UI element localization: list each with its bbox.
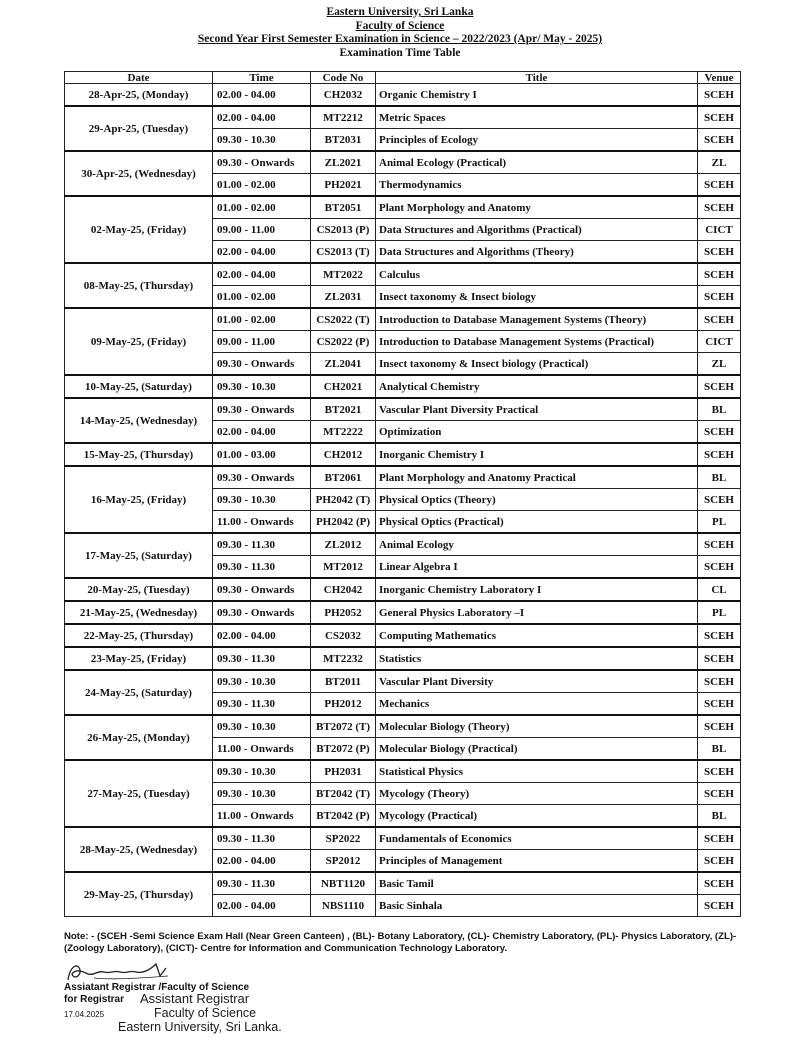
venue-cell: SCEH bbox=[698, 129, 741, 152]
title-cell: Data Structures and Algorithms (Theory) bbox=[376, 241, 698, 264]
table-row bbox=[65, 715, 741, 738]
date-cell: 28-May-25, (Wednesday) bbox=[65, 827, 213, 872]
time-cell: 09.30 - Onwards bbox=[213, 601, 311, 624]
timetable-subtitle: Examination Time Table bbox=[339, 46, 461, 59]
title-cell: Basic Tamil bbox=[376, 872, 698, 895]
time-cell: 02.00 - 04.00 bbox=[213, 850, 311, 873]
time-cell: 01.00 - 02.00 bbox=[213, 286, 311, 309]
code-cell: BT2021 bbox=[311, 398, 376, 421]
code-cell: PH2021 bbox=[311, 174, 376, 197]
timetable-body bbox=[65, 84, 741, 917]
time-cell: 11.00 - Onwards bbox=[213, 511, 311, 534]
date-cell: 16-May-25, (Friday) bbox=[65, 466, 213, 533]
date-cell: 08-May-25, (Thursday) bbox=[65, 263, 213, 308]
official-stamp bbox=[118, 992, 282, 1034]
time-cell: 02.00 - 04.00 bbox=[213, 263, 311, 286]
table-row bbox=[65, 872, 741, 895]
column-header-date: Date bbox=[65, 72, 213, 84]
venue-cell: SCEH bbox=[698, 443, 741, 466]
table-row bbox=[65, 196, 741, 219]
time-cell: 09.30 - 10.30 bbox=[213, 760, 311, 783]
date-cell: 21-May-25, (Wednesday) bbox=[65, 601, 213, 624]
title-cell: Computing Mathematics bbox=[376, 624, 698, 647]
venue-cell: SCEH bbox=[698, 624, 741, 647]
venue-cell: SCEH bbox=[698, 196, 741, 219]
venue-cell: SCEH bbox=[698, 489, 741, 511]
code-cell: MT2232 bbox=[311, 647, 376, 670]
date-cell: 02-May-25, (Friday) bbox=[65, 196, 213, 263]
venue-cell: BL bbox=[698, 466, 741, 489]
table-row bbox=[65, 647, 741, 670]
title-cell: Inorganic Chemistry I bbox=[376, 443, 698, 466]
date-cell: 29-Apr-25, (Tuesday) bbox=[65, 106, 213, 151]
venue-cell: SCEH bbox=[698, 556, 741, 579]
venue-cell: SCEH bbox=[698, 783, 741, 805]
date-cell: 22-May-25, (Thursday) bbox=[65, 624, 213, 647]
code-cell: BT2061 bbox=[311, 466, 376, 489]
time-cell: 01.00 - 03.00 bbox=[213, 443, 311, 466]
exam-title: Second Year First Semester Examination in Science – 2022/2023 (Apr/ May - 2025) bbox=[197, 33, 603, 45]
code-cell: PH2042 (P) bbox=[311, 511, 376, 534]
table-row bbox=[65, 827, 741, 850]
venue-cell: SCEH bbox=[698, 308, 741, 331]
code-cell: PH2042 (T) bbox=[311, 489, 376, 511]
title-cell: Thermodynamics bbox=[376, 174, 698, 197]
signer-title: Assiatant Registrar /Faculty of Science bbox=[64, 982, 250, 993]
venue-cell: SCEH bbox=[698, 693, 741, 716]
signer-role: for Registrar bbox=[64, 994, 125, 1005]
title-cell: Plant Morphology and Anatomy Practical bbox=[376, 466, 698, 489]
table-row bbox=[65, 624, 741, 647]
title-cell: Introduction to Database Management Systems (Theory) bbox=[376, 308, 698, 331]
title-cell: Physical Optics (Theory) bbox=[376, 489, 698, 511]
code-cell: CH2012 bbox=[311, 443, 376, 466]
signature bbox=[64, 958, 174, 984]
time-cell: 09.30 - Onwards bbox=[213, 466, 311, 489]
time-cell: 02.00 - 04.00 bbox=[213, 84, 311, 107]
code-cell: ZL2041 bbox=[311, 353, 376, 376]
title-cell: Introduction to Database Management Systems (Practical) bbox=[376, 331, 698, 353]
table-header-row bbox=[65, 72, 741, 84]
venue-cell: SCEH bbox=[698, 827, 741, 850]
time-cell: 09.30 - 11.30 bbox=[213, 647, 311, 670]
title-cell: Physical Optics (Practical) bbox=[376, 511, 698, 534]
title-cell: Basic Sinhala bbox=[376, 895, 698, 917]
title-cell: General Physics Laboratory –I bbox=[376, 601, 698, 624]
document-header bbox=[0, 6, 800, 60]
time-cell: 09.30 - 10.30 bbox=[213, 129, 311, 152]
time-cell: 02.00 - 04.00 bbox=[213, 106, 311, 129]
code-cell: SP2022 bbox=[311, 827, 376, 850]
code-cell: CS2013 (P) bbox=[311, 219, 376, 241]
time-cell: 02.00 - 04.00 bbox=[213, 241, 311, 264]
time-cell: 01.00 - 02.00 bbox=[213, 196, 311, 219]
stamp-line-1: Assistant Registrar bbox=[140, 991, 250, 1006]
time-cell: 09.30 - 11.30 bbox=[213, 533, 311, 556]
code-cell: PH2012 bbox=[311, 693, 376, 716]
column-header-title: Title bbox=[376, 72, 698, 84]
code-cell: CS2022 (T) bbox=[311, 308, 376, 331]
time-cell: 09.30 - Onwards bbox=[213, 398, 311, 421]
title-cell: Optimization bbox=[376, 421, 698, 444]
title-cell: Statistical Physics bbox=[376, 760, 698, 783]
date-cell: 27-May-25, (Tuesday) bbox=[65, 760, 213, 827]
time-cell: 02.00 - 04.00 bbox=[213, 624, 311, 647]
venue-cell: SCEH bbox=[698, 715, 741, 738]
title-cell: Inorganic Chemistry Laboratory I bbox=[376, 578, 698, 601]
venue-cell: SCEH bbox=[698, 375, 741, 398]
column-header-code: Code No bbox=[311, 72, 376, 84]
code-cell: BT2011 bbox=[311, 670, 376, 693]
title-cell: Vascular Plant Diversity bbox=[376, 670, 698, 693]
code-cell: ZL2021 bbox=[311, 151, 376, 174]
code-cell: CS2022 (P) bbox=[311, 331, 376, 353]
table-row bbox=[65, 84, 741, 107]
title-cell: Organic Chemistry I bbox=[376, 84, 698, 107]
title-cell: Animal Ecology bbox=[376, 533, 698, 556]
venue-cell: SCEH bbox=[698, 850, 741, 873]
date-cell: 23-May-25, (Friday) bbox=[65, 647, 213, 670]
venue-cell: SCEH bbox=[698, 872, 741, 895]
exam-timetable bbox=[64, 71, 741, 917]
venue-cell: CICT bbox=[698, 219, 741, 241]
time-cell: 09.30 - 11.30 bbox=[213, 693, 311, 716]
stamp-line-3: Eastern University, Sri Lanka. bbox=[118, 1020, 282, 1034]
code-cell: MT2212 bbox=[311, 106, 376, 129]
title-cell: Molecular Biology (Theory) bbox=[376, 715, 698, 738]
title-cell: Insect taxonomy & Insect biology (Practical) bbox=[376, 353, 698, 376]
title-cell: Plant Morphology and Anatomy bbox=[376, 196, 698, 219]
title-cell: Linear Algebra I bbox=[376, 556, 698, 579]
time-cell: 01.00 - 02.00 bbox=[213, 308, 311, 331]
venue-cell: SCEH bbox=[698, 174, 741, 197]
venue-cell: ZL bbox=[698, 151, 741, 174]
venue-cell: SCEH bbox=[698, 533, 741, 556]
code-cell: ZL2031 bbox=[311, 286, 376, 309]
date-cell: 24-May-25, (Saturday) bbox=[65, 670, 213, 715]
table-row bbox=[65, 601, 741, 624]
time-cell: 02.00 - 04.00 bbox=[213, 421, 311, 444]
table-row bbox=[65, 375, 741, 398]
code-cell: PH2031 bbox=[311, 760, 376, 783]
code-cell: NBS1110 bbox=[311, 895, 376, 917]
table-row bbox=[65, 398, 741, 421]
time-cell: 09.30 - Onwards bbox=[213, 151, 311, 174]
code-cell: SP2012 bbox=[311, 850, 376, 873]
code-cell: PH2052 bbox=[311, 601, 376, 624]
code-cell: MT2022 bbox=[311, 263, 376, 286]
date-cell: 15-May-25, (Thursday) bbox=[65, 443, 213, 466]
title-cell: Insect taxonomy & Insect biology bbox=[376, 286, 698, 309]
code-cell: BT2042 (T) bbox=[311, 783, 376, 805]
table-row bbox=[65, 263, 741, 286]
stamp-line-2: Faculty of Science bbox=[154, 1006, 257, 1020]
code-cell: BT2042 (P) bbox=[311, 805, 376, 828]
code-cell: CH2032 bbox=[311, 84, 376, 107]
table-row bbox=[65, 466, 741, 489]
time-cell: 09.30 - 11.30 bbox=[213, 872, 311, 895]
code-cell: BT2072 (P) bbox=[311, 738, 376, 761]
venue-cell: SCEH bbox=[698, 670, 741, 693]
date-cell: 29-May-25, (Thursday) bbox=[65, 872, 213, 917]
date-cell: 09-May-25, (Friday) bbox=[65, 308, 213, 375]
title-cell: Principles of Management bbox=[376, 850, 698, 873]
venue-cell: BL bbox=[698, 805, 741, 828]
time-cell: 09.30 - 10.30 bbox=[213, 670, 311, 693]
title-cell: Calculus bbox=[376, 263, 698, 286]
title-cell: Statistics bbox=[376, 647, 698, 670]
date-cell: 20-May-25, (Tuesday) bbox=[65, 578, 213, 601]
time-cell: 09.30 - 10.30 bbox=[213, 783, 311, 805]
signature-date: 17.04.2025 bbox=[64, 1010, 105, 1019]
code-cell: MT2222 bbox=[311, 421, 376, 444]
date-cell: 26-May-25, (Monday) bbox=[65, 715, 213, 760]
venue-cell: ZL bbox=[698, 353, 741, 376]
time-cell: 09.30 - Onwards bbox=[213, 578, 311, 601]
title-cell: Mechanics bbox=[376, 693, 698, 716]
date-cell: 30-Apr-25, (Wednesday) bbox=[65, 151, 213, 196]
title-cell: Data Structures and Algorithms (Practical) bbox=[376, 219, 698, 241]
venue-cell: SCEH bbox=[698, 241, 741, 264]
faculty-name: Faculty of Science bbox=[355, 19, 445, 32]
date-cell: 10-May-25, (Saturday) bbox=[65, 375, 213, 398]
venue-cell: SCEH bbox=[698, 84, 741, 107]
date-cell: 14-May-25, (Wednesday) bbox=[65, 398, 213, 443]
table-row bbox=[65, 760, 741, 783]
time-cell: 09.30 - Onwards bbox=[213, 353, 311, 376]
title-cell: Metric Spaces bbox=[376, 106, 698, 129]
code-cell: NBT1120 bbox=[311, 872, 376, 895]
code-cell: CH2021 bbox=[311, 375, 376, 398]
title-cell: Molecular Biology (Practical) bbox=[376, 738, 698, 761]
table-row bbox=[65, 308, 741, 331]
venue-cell: CICT bbox=[698, 331, 741, 353]
table-row bbox=[65, 578, 741, 601]
time-cell: 01.00 - 02.00 bbox=[213, 174, 311, 197]
venue-cell: SCEH bbox=[698, 421, 741, 444]
venue-cell: PL bbox=[698, 601, 741, 624]
title-cell: Mycology (Practical) bbox=[376, 805, 698, 828]
time-cell: 09.00 - 11.00 bbox=[213, 219, 311, 241]
university-name: Eastern University, Sri Lanka bbox=[326, 6, 474, 18]
time-cell: 09.30 - 10.30 bbox=[213, 489, 311, 511]
code-cell: MT2012 bbox=[311, 556, 376, 579]
time-cell: 11.00 - Onwards bbox=[213, 805, 311, 828]
time-cell: 09.30 - 11.30 bbox=[213, 827, 311, 850]
column-header-time: Time bbox=[213, 72, 311, 84]
venue-cell: SCEH bbox=[698, 895, 741, 917]
venue-cell: SCEH bbox=[698, 263, 741, 286]
table-row bbox=[65, 151, 741, 174]
table-row bbox=[65, 443, 741, 466]
time-cell: 09.00 - 11.00 bbox=[213, 331, 311, 353]
time-cell: 09.30 - 10.30 bbox=[213, 715, 311, 738]
column-header-venue: Venue bbox=[698, 72, 741, 84]
date-cell: 28-Apr-25, (Monday) bbox=[65, 84, 213, 107]
venue-cell: BL bbox=[698, 398, 741, 421]
venue-cell: PL bbox=[698, 511, 741, 534]
table-row bbox=[65, 106, 741, 129]
title-cell: Analytical Chemistry bbox=[376, 375, 698, 398]
code-cell: BT2051 bbox=[311, 196, 376, 219]
venue-cell: BL bbox=[698, 738, 741, 761]
code-cell: CS2032 bbox=[311, 624, 376, 647]
title-cell: Vascular Plant Diversity Practical bbox=[376, 398, 698, 421]
time-cell: 11.00 - Onwards bbox=[213, 738, 311, 761]
code-cell: BT2072 (T) bbox=[311, 715, 376, 738]
venue-cell: SCEH bbox=[698, 286, 741, 309]
table-row bbox=[65, 670, 741, 693]
title-cell: Principles of Ecology bbox=[376, 129, 698, 152]
title-cell: Animal Ecology (Practical) bbox=[376, 151, 698, 174]
date-cell: 17-May-25, (Saturday) bbox=[65, 533, 213, 578]
code-cell: ZL2012 bbox=[311, 533, 376, 556]
venue-cell: SCEH bbox=[698, 106, 741, 129]
venue-cell: SCEH bbox=[698, 760, 741, 783]
title-cell: Mycology (Theory) bbox=[376, 783, 698, 805]
title-cell: Fundamentals of Economics bbox=[376, 827, 698, 850]
venue-legend-note: Note: - (SCEH -Semi Science Exam Hall (Near Green Canteen) , (BL)- Botany Laboratory, (CL)- Chemistry Laboratory, (PL)- Physics Laboratory, (ZL)-(Zoology Laboratory), (CICT)- Centre for Information and Communication Technology Laboratory. bbox=[64, 931, 737, 954]
code-cell: BT2031 bbox=[311, 129, 376, 152]
venue-cell: SCEH bbox=[698, 647, 741, 670]
time-cell: 09.30 - 11.30 bbox=[213, 556, 311, 579]
venue-cell: CL bbox=[698, 578, 741, 601]
code-cell: CS2013 (T) bbox=[311, 241, 376, 264]
code-cell: CH2042 bbox=[311, 578, 376, 601]
time-cell: 09.30 - 10.30 bbox=[213, 375, 311, 398]
time-cell: 02.00 - 04.00 bbox=[213, 895, 311, 917]
table-row bbox=[65, 533, 741, 556]
